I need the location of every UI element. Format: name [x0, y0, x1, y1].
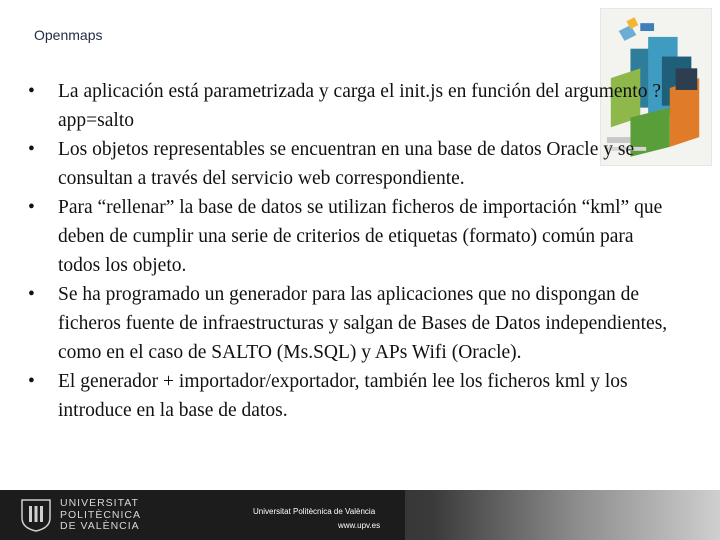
university-logo-text: [60, 498, 141, 533]
bullet-item: • La aplicación está parametrizada y carga el init.js en función del argumento ?app=salto: [28, 77, 678, 135]
logo-line: UNIVERSITAT: [60, 497, 139, 509]
bullet-item: • Se ha programado un generador para las aplicaciones que no dispongan de ficheros fuente de infraestructuras y salgan de Bases de Datos independientes, como en el caso de SALTO (Ms.SQL) y APs Wifi (Oracle).: [28, 280, 678, 367]
logo-line: DE VALÈNCIA: [60, 520, 140, 532]
bullet-item: • Para “rellenar” la base de datos se utilizan ficheros de importación “kml” que deben de cumplir una serie de criterios de etiquetas (formato) común para todos los objeto.: [28, 193, 678, 280]
footer-url-link[interactable]: www.upv.es: [338, 521, 381, 530]
bullet-item: • Los objetos representables se encuentran en una base de datos Oracle y se consultan a través del servicio web correspondiente.: [28, 135, 678, 193]
footer-university-name: Universitat Politècnica de València: [253, 507, 376, 516]
logo-line: POLITÈCNICA: [60, 508, 142, 521]
bullet-item: • El generador + importador/exportador, también lee los ficheros kml y los introduce en la base de datos.: [28, 367, 678, 425]
university-crest-icon: [20, 498, 52, 532]
page-title: Openmaps: [34, 27, 103, 43]
bullet-list: [28, 77, 678, 425]
